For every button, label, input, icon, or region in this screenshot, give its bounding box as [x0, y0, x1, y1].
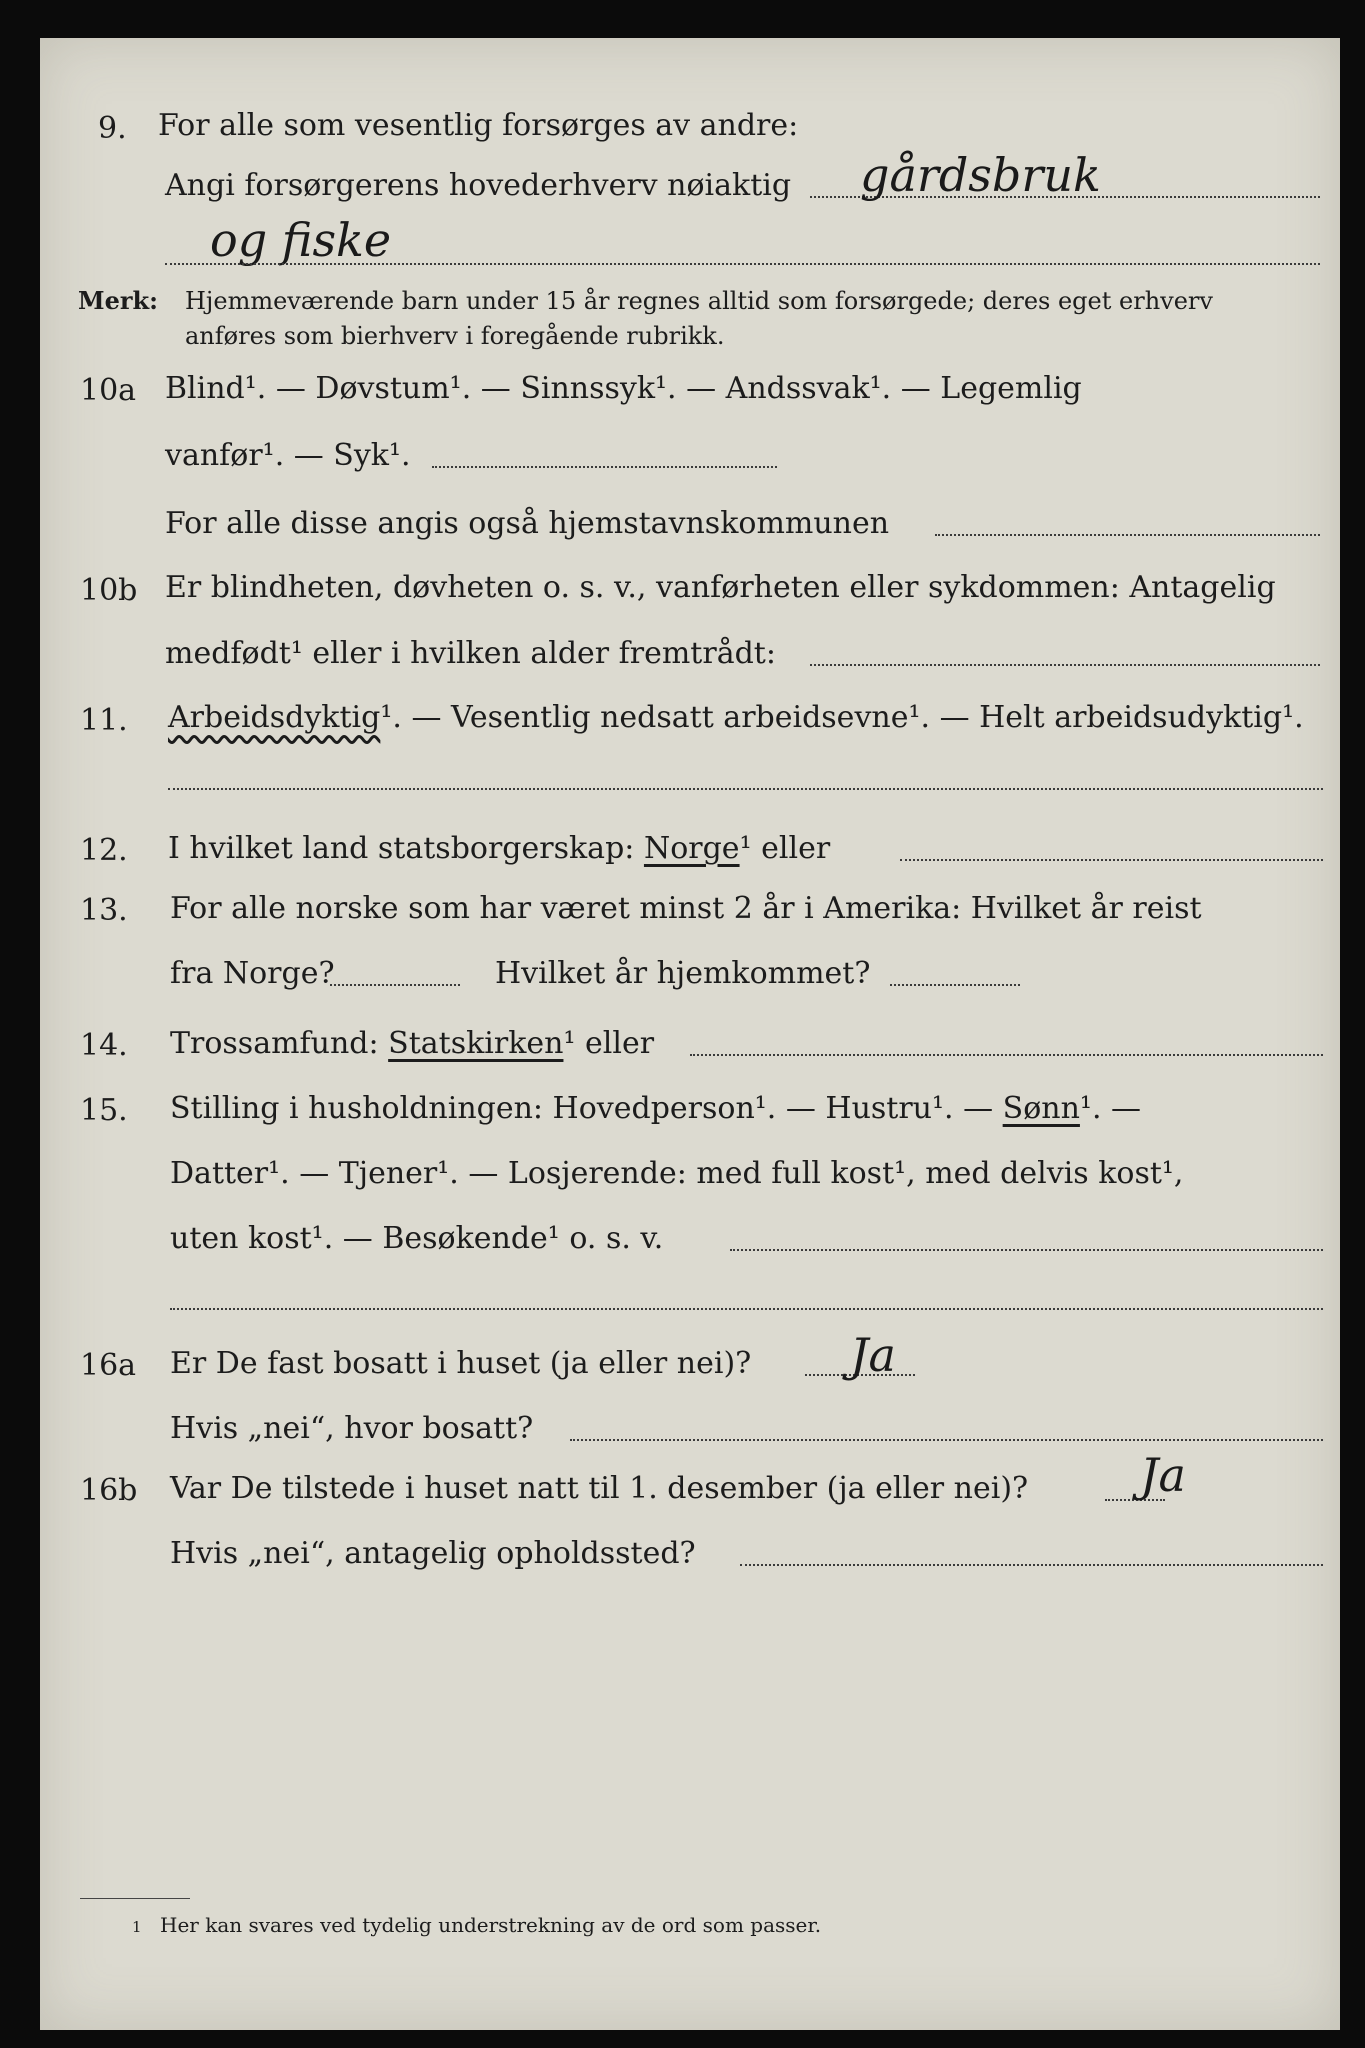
merk-line1: Hjemmeværende barn under 15 år regnes alltid som forsørgede; deres eget erhverv	[185, 287, 1213, 315]
q12-option-norge[interactable]: Norge	[643, 831, 740, 866]
q13-line2a: fra Norge?	[170, 956, 335, 991]
q10b-number: 10b	[80, 573, 138, 608]
q15-line2: Datter¹. — Tjener¹. — Losjerende: med full kost¹, med delvis kost¹,	[170, 1156, 1184, 1191]
q12-suffix: ¹ eller	[739, 831, 831, 866]
q15-option-sonn[interactable]: Sønn	[1002, 1091, 1080, 1126]
q15-line3: uten kost¹. — Besøkende¹ o. s. v.	[170, 1221, 664, 1256]
q16a-handwritten-answer: Ja	[850, 1328, 896, 1382]
q15-line1-text: Stilling i husholdningen: Hovedperson¹. — Hustru¹. —	[170, 1091, 994, 1126]
q13-line2b: Hvilket år hjemkommet?	[495, 956, 871, 991]
q13-dotted-line-2	[890, 984, 1020, 986]
merk-label: Merk:	[78, 286, 158, 315]
q13-dotted-line-1	[330, 984, 460, 986]
q11-dotted-line	[168, 788, 1323, 790]
q12-prefix: I hvilket land statsborgerskap:	[168, 831, 635, 866]
q9-handwritten-answer2: og fiske	[210, 213, 392, 267]
footnote-text: Her kan svares ved tydelig understrekning av de ord som passer.	[160, 1913, 822, 1937]
q10a-line2: vanfør¹. — Syk¹.	[165, 438, 411, 473]
q15-line1-end: ¹. —	[1079, 1091, 1142, 1126]
q10a-dotted-line-2	[935, 534, 1320, 536]
q16b-line2: Hvis „nei“, antagelig opholdssted?	[170, 1536, 696, 1571]
footnote-mark: 1	[132, 1918, 142, 1936]
q10a-line3: For alle disse angis også hjemstavnskommunen	[165, 506, 890, 541]
form-page	[40, 38, 1340, 2030]
q10a-line1: Blind¹. — Døvstum¹. — Sinnssyk¹. — Andssvak¹. — Legemlig	[165, 371, 1082, 406]
q16b-line1: Var De tilstede i huset natt til 1. desember (ja eller nei)?	[170, 1471, 1029, 1506]
q16a-line2: Hvis „nei“, hvor bosatt?	[170, 1411, 534, 1446]
q11-option-arbeidsdyktig[interactable]: Arbeidsdyktig	[168, 700, 381, 735]
q14-line	[170, 1026, 654, 1062]
q14-option-statskirken[interactable]: Statskirken	[388, 1026, 564, 1061]
q14-dotted-line	[690, 1054, 1323, 1056]
q10a-dotted-line	[432, 466, 777, 468]
q13-line1: For alle norske som har været minst 2 år i Amerika: Hvilket år reist	[170, 891, 1202, 926]
q14-number: 14.	[80, 1028, 128, 1063]
q16a-dotted-line-2	[570, 1439, 1323, 1441]
q12-line	[168, 831, 830, 867]
q11-number: 11.	[80, 703, 128, 738]
footnote-rule	[80, 1898, 190, 1899]
q10b-dotted-line	[810, 664, 1320, 666]
q14-suffix: ¹ eller	[563, 1026, 655, 1061]
q9-line1: For alle som vesentlig forsørges av andre:	[158, 108, 799, 143]
q14-prefix: Trossamfund:	[170, 1026, 379, 1061]
q15-number: 15.	[80, 1093, 128, 1128]
q10b-line2: medfødt¹ eller i hvilken alder fremtrådt:	[165, 636, 776, 671]
q16b-handwritten-answer: Ja	[1140, 1448, 1186, 1502]
q9-line2: Angi forsørgerens hovederhverv nøiaktig	[165, 168, 792, 203]
q10a-number: 10a	[80, 373, 137, 408]
q10b-line1: Er blindheten, døvheten o. s. v., vanførheten eller sykdommen: Antagelig	[165, 570, 1276, 605]
q11-rest: ¹. — Vesentlig nedsatt arbeidsevne¹. — Helt arbeidsudyktig¹.	[380, 700, 1304, 735]
q12-number: 12.	[80, 833, 128, 868]
merk-line2: anføres som bierhverv i foregående rubrikk.	[185, 322, 725, 350]
q9-number: 9.	[98, 111, 127, 146]
q16a-number: 16a	[80, 1348, 137, 1383]
q11-line	[168, 700, 1304, 736]
q15-line1	[170, 1091, 1141, 1127]
q15-dotted-line	[730, 1249, 1323, 1251]
q12-dotted-line	[900, 859, 1323, 861]
q16a-line1: Er De fast bosatt i huset (ja eller nei)?	[170, 1346, 752, 1381]
q16b-dotted-line-2	[740, 1564, 1323, 1566]
q15-dotted-line-2	[170, 1308, 1323, 1310]
q16b-number: 16b	[80, 1473, 138, 1508]
q9-dotted-line-2	[165, 263, 1320, 265]
q13-number: 13.	[80, 893, 128, 928]
q9-handwritten-answer1: gårdsbruk	[860, 148, 1101, 202]
